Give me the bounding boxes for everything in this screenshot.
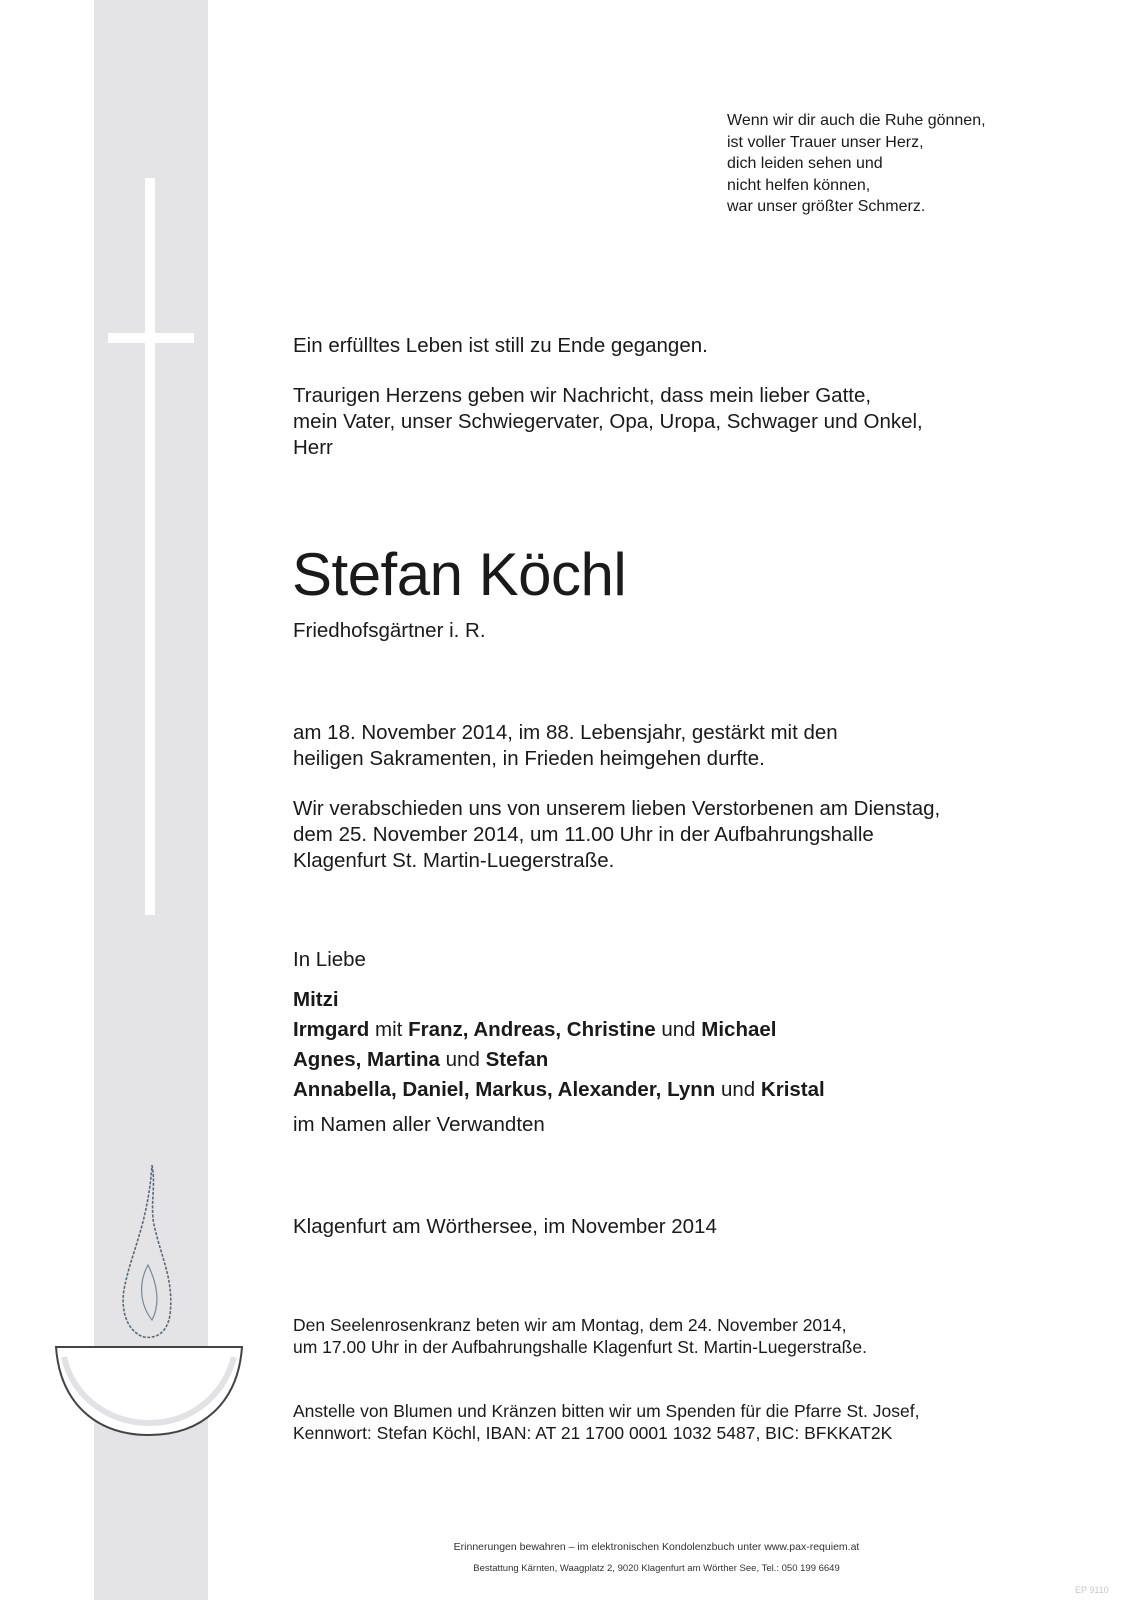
rosary-line: um 17.00 Uhr in der Aufbahrungshalle Klagenfurt St. Martin-Luegerstraße. (293, 1337, 867, 1357)
mourner-line (293, 1015, 825, 1045)
announcement-line: Herr (293, 436, 333, 459)
poem-line: Wenn wir dir auch die Ruhe gönnen, (727, 112, 986, 129)
death-notice (293, 720, 838, 772)
poem-line: nicht helfen können, (727, 176, 871, 194)
deceased-name: Stefan Köchl (292, 541, 627, 608)
mourner-name: Michael (701, 1018, 777, 1041)
place-date: Klagenfurt am Wörthersee, im November 2014 (293, 1215, 717, 1238)
footer-funeral-home: Bestattung Kärnten, Waagplatz 2, 9020 Klagenfurt am Wörther See, Tel.: 050 199 6649 (473, 1563, 840, 1574)
connector: und (445, 1048, 480, 1071)
farewell-line: dem 25. November 2014, um 11.00 Uhr in der Aufbahrungshalle (293, 823, 874, 846)
cross-horizontal-bar (108, 333, 194, 343)
donation-line: Kennwort: Stefan Köchl, IBAN: AT 21 1700 0001 1032 5487, BIC: BFKKAT2K (293, 1423, 893, 1443)
donation-line: Anstelle von Blumen und Kränzen bitten wir um Spenden für die Pfarre St. Josef, (293, 1401, 920, 1421)
mourner-line (293, 1045, 825, 1075)
mourner-name: Annabella, Daniel, Markus, Alexander, Lynn (293, 1078, 716, 1101)
mourner-name: Franz, Andreas, Christine (408, 1018, 656, 1041)
poem-line: dich leiden sehen und (727, 155, 883, 172)
donation-notice (293, 1400, 919, 1444)
mourners-opening: In Liebe (293, 948, 366, 971)
death-notice-line: am 18. November 2014, im 88. Lebensjahr, gestärkt mit den (293, 721, 838, 744)
template-code: EP 9110 (1075, 1585, 1109, 1595)
mourner-name: Kristal (760, 1078, 825, 1101)
announcement-line: mein Vater, unser Schwiegervater, Opa, Uropa, Schwager und Onkel, (293, 410, 923, 433)
eternal-flame-lamp-icon (52, 1165, 247, 1447)
connector: mit (375, 1018, 403, 1041)
mourner-line (293, 985, 825, 1015)
cross-vertical-bar (145, 178, 155, 915)
mourners-closing: im Namen aller Verwandten (293, 1113, 545, 1136)
announcement-line: Traurigen Herzens geben wir Nachricht, dass mein lieber Gatte, (293, 384, 872, 407)
mourners-list (293, 985, 825, 1105)
mourner-name: Mitzi (293, 988, 339, 1011)
poem (727, 110, 986, 218)
connector: und (720, 1078, 756, 1101)
flame-inner (142, 1265, 157, 1320)
poem-line: war unser größter Schmerz. (727, 198, 926, 215)
mourner-line (293, 1075, 825, 1105)
announcement (293, 383, 923, 461)
connector: und (661, 1018, 696, 1041)
intro-sentence: Ein erfülltes Leben ist still zu Ende gegangen. (293, 334, 708, 357)
farewell-notice (293, 796, 940, 874)
death-notice-line: heiligen Sakramenten, in Frieden heimgehen durfte. (293, 747, 765, 770)
rosary-notice (293, 1314, 867, 1358)
poem-line: ist voller Trauer unser Herz, (727, 133, 924, 151)
mourner-name: Irmgard (293, 1018, 370, 1041)
deceased-title: Friedhofsgärtner i. R. (293, 619, 486, 642)
farewell-line: Wir verabschieden uns von unserem lieben Verstorbenen am Dienstag, (293, 797, 941, 820)
farewell-line: Klagenfurt St. Martin-Luegerstraße. (293, 849, 615, 872)
footer-condolence-link: Erinnerungen bewahren – im elektronischen Kondolenzbuch unter www.pax-requiem.at (453, 1541, 860, 1553)
mourner-name: Stefan (485, 1048, 549, 1071)
rosary-line: Den Seelenrosenkranz beten wir am Montag, dem 24. November 2014, (293, 1315, 847, 1335)
mourner-name: Agnes, Martina (293, 1048, 440, 1071)
